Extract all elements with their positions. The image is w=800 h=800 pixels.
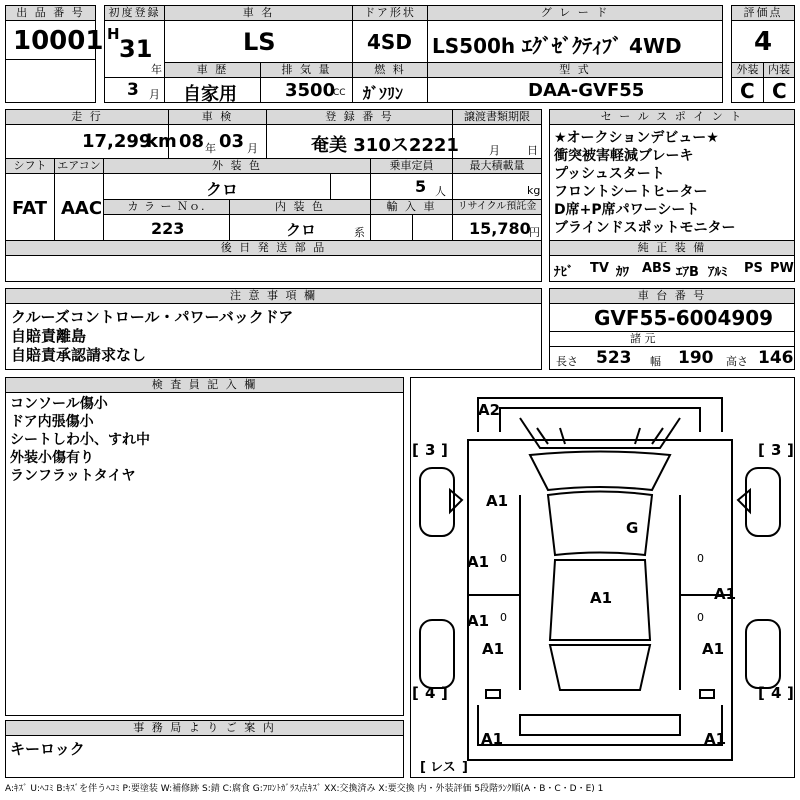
- damage-legend: A:ｷｽﾞ U:ﾍｺﾐ B:ｷｽﾞを伴うﾍｺﾐ P:要塗装 W:補修跡 S:錆 C:腐食 G:ﾌﾛﾝﾄｶﾞﾗｽ点ｷｽﾞ XX:交換済み X:要交換 内・外装評価 5段階ﾗﾝｸ順(A・B・C・D・E) 1: [5, 784, 604, 794]
- recycle-fee-label: リサイクル預託金: [452, 199, 542, 215]
- aircon: AAC: [61, 198, 103, 219]
- mileage-unit: km: [146, 131, 177, 152]
- tire-rating-rear-left: 4: [425, 684, 436, 702]
- capacity-label: 乗車定員: [370, 158, 453, 174]
- equipment-item: ｴｱB: [676, 265, 699, 280]
- mark-a1-left-rear-bumper: A1: [481, 730, 504, 748]
- note-line: クルーズコントロール・パワーバックドア: [11, 308, 294, 326]
- model-code-label: 型 式: [427, 62, 723, 78]
- inspector-line: ランフラットタイヤ: [10, 468, 136, 484]
- door-type: 4SD: [367, 30, 412, 54]
- equipment-item: ｶﾜ: [616, 265, 629, 280]
- tire-rating-front-right: 3: [771, 441, 782, 459]
- capacity: 5: [415, 177, 427, 196]
- exterior-color-label: 外 装 色: [103, 158, 371, 174]
- shift: FAT: [12, 198, 48, 219]
- color-number-label: カ ラ ー Ｎｏ.: [103, 199, 230, 215]
- tread-mark: 0: [697, 552, 704, 565]
- mark-a1-right-rear-bumper: A1: [704, 730, 727, 748]
- inspector-line: シートしわ小、すれ中: [10, 432, 150, 448]
- mark-a1-left-front-door: A1: [467, 553, 490, 571]
- tire-bracket-left: [: [758, 684, 765, 702]
- front-bumper-inner: [500, 408, 700, 432]
- lot-number-label: 出 品 番 号: [5, 5, 96, 21]
- recycle-fee: 15,780: [469, 219, 531, 238]
- left-tail-light: [486, 690, 500, 698]
- interior-color-label: 内 装 色: [229, 199, 371, 215]
- interior-grade: C: [772, 79, 787, 103]
- length-label: 長さ: [556, 355, 578, 368]
- transfer-month-unit: 月: [489, 144, 500, 157]
- car-name: LS: [243, 28, 276, 56]
- registration-number: 奄美 310ス2221: [311, 135, 459, 156]
- tread-mark: 0: [697, 611, 704, 624]
- tire-bracket-left: [: [412, 684, 419, 702]
- spare-bracket-left: [: [420, 760, 426, 775]
- spare-tire: レス: [430, 760, 456, 775]
- displacement: 3500: [285, 80, 336, 101]
- equipment-item: PS: [744, 261, 763, 276]
- inspector-line: 外装小傷有り: [10, 450, 94, 466]
- sales-point-item: プッシュスタート: [554, 166, 665, 182]
- mileage: 17,299: [82, 131, 152, 152]
- first-registration-label: 初度登録: [104, 5, 165, 21]
- inspection-year-unit: 年: [205, 142, 216, 155]
- exterior-color: クロ: [206, 180, 239, 199]
- aircon-label: エアコン: [54, 158, 104, 174]
- sales-point-item: ブラインドスポットモニター: [554, 220, 736, 236]
- inspection-month-unit: 月: [247, 142, 258, 155]
- inspector-notes-label: 検 査 員 記 入 欄: [5, 377, 404, 393]
- height-label: 高さ: [726, 355, 748, 368]
- front-bumper-outline: [478, 398, 722, 432]
- equipment-item: ｱﾙﾐ: [708, 265, 728, 280]
- sales-point-item: D席+P席パワーシート: [554, 202, 700, 218]
- transfer-deadline-label: 譲渡書類期限: [452, 109, 542, 125]
- grille-slot: [635, 428, 640, 444]
- mark-a1-hood: A1: [486, 492, 509, 510]
- chassis-number-label: 車 台 番 号: [549, 288, 795, 304]
- vehicle-history: 自家用: [183, 84, 237, 105]
- mark-a1-right-rear-fender: A1: [702, 640, 725, 658]
- note-line: 自賠責承認請求なし: [11, 346, 147, 364]
- registration-month: 3: [127, 80, 139, 100]
- mileage-label: 走 行: [5, 109, 169, 125]
- office-info-text: キーロック: [10, 740, 85, 758]
- inspection-month: 03: [219, 131, 245, 152]
- tire-bracket-left: [: [412, 441, 419, 459]
- grille-outline: [520, 418, 680, 448]
- tire-bracket-left: [: [758, 441, 765, 459]
- width: 190: [678, 348, 714, 368]
- grille-slot: [560, 428, 565, 444]
- evaluation-score: 4: [754, 27, 773, 57]
- exterior-grade-label: 外装: [731, 62, 764, 78]
- rear-bumper-outline: [478, 705, 722, 745]
- recycle-fee-unit: 円: [529, 226, 540, 239]
- grade-label: グ レ ー ド: [427, 5, 723, 21]
- color-number: 223: [151, 219, 185, 238]
- width-label: 幅: [650, 355, 661, 368]
- score-label: 評価点: [731, 5, 795, 21]
- dimensions-label: 諸 元: [549, 331, 795, 347]
- inspection-label: 車 検: [168, 109, 267, 125]
- interior-color: クロ: [286, 221, 317, 239]
- door-type-label: ドア形状: [352, 5, 428, 21]
- tire-bracket-right: ]: [787, 684, 794, 702]
- mark-g-windshield: G: [626, 519, 639, 537]
- tire-front-right: [746, 468, 780, 536]
- tire-rating-front-left: 3: [425, 441, 436, 459]
- sales-point-item: 衝突被害軽減ブレーキ: [554, 148, 694, 164]
- lot-number: 10001: [13, 26, 104, 56]
- fuel-type: ｶﾞｿﾘﾝ: [363, 84, 404, 103]
- office-info-label: 事 務 局 よ り ご 案 内: [5, 720, 404, 736]
- tire-bracket-right: ]: [441, 441, 448, 459]
- equipment-item: ﾅﾋﾞ: [554, 265, 574, 280]
- car-name-label: 車 名: [164, 5, 353, 21]
- tread-mark: 0: [500, 611, 507, 624]
- mark-a1-right-rear-door: A1: [714, 585, 737, 603]
- sales-points-label: セ ー ル ス ポ イ ン ト: [549, 109, 795, 125]
- exterior-grade: C: [740, 79, 755, 103]
- rear-window-outline: [550, 645, 650, 690]
- equipment-label: 純 正 装 備: [549, 240, 795, 256]
- inspector-line: ドア内張傷小: [10, 414, 94, 430]
- tire-rating-rear-right: 4: [771, 684, 782, 702]
- tread-mark: 0: [500, 552, 507, 565]
- tire-bracket-right: ]: [441, 684, 448, 702]
- later-parts-label: 後 日 発 送 部 品: [5, 240, 542, 256]
- grade: LS500h ｴｸﾞｾﾞｸﾃｨﾌﾞ 4WD: [432, 34, 682, 58]
- tire-bracket-right: ]: [787, 441, 794, 459]
- left-mirror: [450, 490, 462, 512]
- era: H: [107, 25, 120, 43]
- max-load-unit: kg: [527, 184, 541, 197]
- equipment-item: ABS: [642, 261, 672, 276]
- year-unit: 年: [151, 63, 162, 76]
- shift-label: シフト: [5, 158, 55, 174]
- length: 523: [596, 348, 632, 368]
- tire-rear-left: [420, 620, 454, 688]
- right-mirror: [738, 490, 750, 512]
- chassis-number: GVF55-6004909: [594, 306, 774, 330]
- month-unit: 月: [149, 88, 160, 101]
- equipment-item: TV: [590, 261, 609, 276]
- equipment-item: PW: [770, 261, 794, 276]
- spare-bracket-right: ]: [462, 760, 468, 775]
- fuel-label: 燃 料: [352, 62, 428, 78]
- inspector-line: コンソール傷小: [10, 396, 108, 412]
- mark-a1-left-rear-door: A1: [467, 612, 490, 630]
- notes-label: 注 意 事 項 欄: [5, 288, 542, 304]
- inspection-year: 08: [179, 131, 205, 152]
- hood-outline: [530, 452, 670, 491]
- displacement-unit: CC: [333, 88, 346, 98]
- sales-point-item: ★オークションデビュー★: [554, 130, 719, 146]
- height: 146: [758, 348, 794, 368]
- grille-slot: [652, 428, 663, 444]
- interior-color-unit: 系: [354, 226, 365, 239]
- displacement-label: 排 気 量: [260, 62, 353, 78]
- capacity-unit: 人: [435, 185, 446, 198]
- grille-slot: [537, 428, 548, 444]
- max-load-label: 最大積載量: [452, 158, 542, 174]
- mark-a2-front: A2: [478, 401, 501, 419]
- mark-a1-left-rear-fender: A1: [482, 640, 505, 658]
- model-code: DAA-GVF55: [528, 80, 645, 101]
- registration-number-label: 登 録 番 号: [266, 109, 453, 125]
- note-line: 自賠責離島: [11, 327, 87, 345]
- history-label: 車 歴: [164, 62, 261, 78]
- tire-rear-right: [746, 620, 780, 688]
- sales-point-item: フロントシートヒーター: [554, 184, 708, 200]
- rear-plate-area: [520, 715, 680, 735]
- import-label: 輸 入 車: [370, 199, 453, 215]
- interior-grade-label: 内装: [763, 62, 795, 78]
- tire-front-left: [420, 468, 454, 536]
- right-tail-light: [700, 690, 714, 698]
- mark-a1-roof: A1: [590, 589, 613, 607]
- transfer-day-unit: 日: [527, 144, 538, 157]
- registration-year: 31: [119, 35, 153, 63]
